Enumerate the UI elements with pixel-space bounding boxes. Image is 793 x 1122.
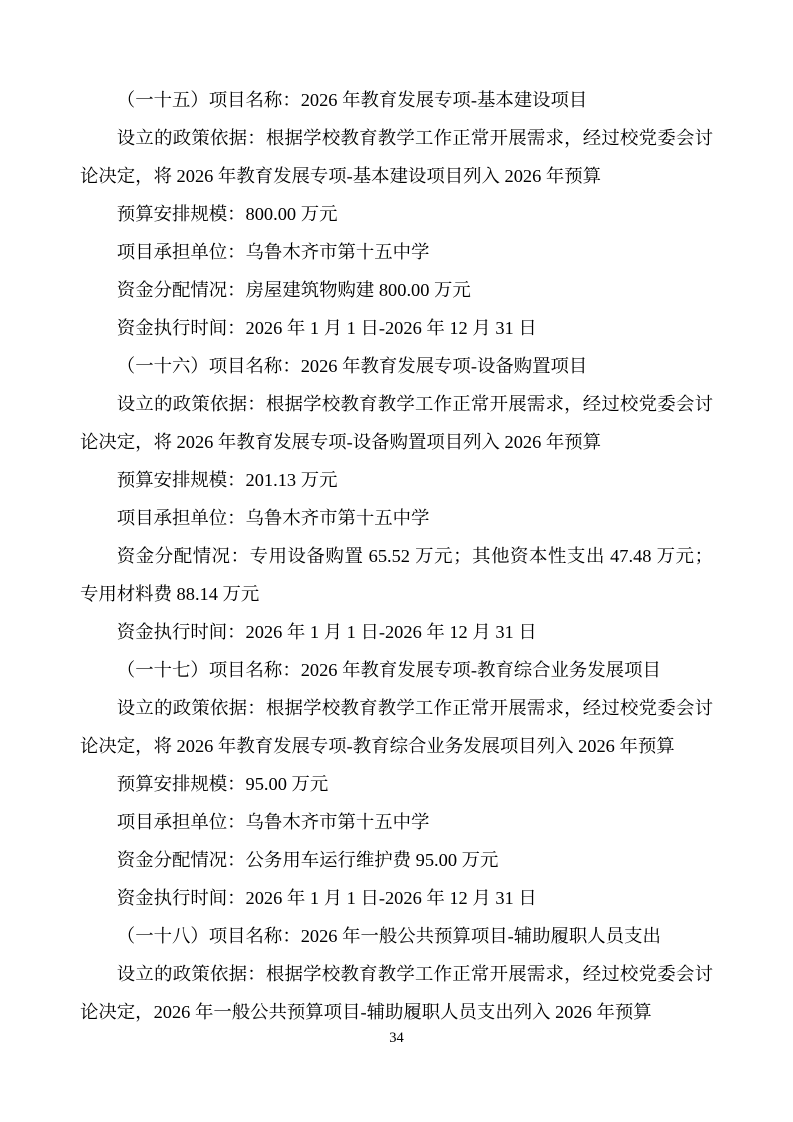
page-number: 34 xyxy=(389,1030,404,1046)
paragraph-project15-name: （一十五）项目名称：2026 年教育发展专项-基本建设项目 xyxy=(116,90,588,110)
paragraph-project17-fund-allocation: 资金分配情况：公务用车运行维护费 95.00 万元 xyxy=(116,850,499,870)
paragraph-project15-fund-allocation: 资金分配情况：房屋建筑物购建 800.00 万元 xyxy=(116,280,471,300)
paragraph-project16-undertaking-unit: 项目承担单位：乌鲁木齐市第十五中学 xyxy=(116,508,430,528)
paragraph-project18-name: （一十八）项目名称：2026 年一般公共预算项目-辅助履职人员支出 xyxy=(116,926,661,946)
paragraph-project17-execution-period: 资金执行时间：2026 年 1 月 1 日-2026 年 12 月 31 日 xyxy=(116,888,537,908)
paragraph-project16-policy-basis: 设立的政策依据：根据学校教育教学工作正常开展需求，经过校党委会讨论决定，将 2026 年教育发展专项-设备购置项目列入 2026 年预算 xyxy=(80,394,713,452)
paragraph-project15-budget-scale: 预算安排规模：800.00 万元 xyxy=(116,204,338,224)
paragraph-project16-name: （一十六）项目名称：2026 年教育发展专项-设备购置项目 xyxy=(116,356,588,376)
paragraph-project17-name: （一十七）项目名称：2026 年教育发展专项-教育综合业务发展项目 xyxy=(116,660,661,680)
paragraph-project17-undertaking-unit: 项目承担单位：乌鲁木齐市第十五中学 xyxy=(116,812,430,832)
paragraph-project16-budget-scale: 预算安排规模：201.13 万元 xyxy=(116,470,338,490)
paragraph-project17-policy-basis: 设立的政策依据：根据学校教育教学工作正常开展需求，经过校党委会讨论决定，将 2026 年教育发展专项-教育综合业务发展项目列入 2026 年预算 xyxy=(80,698,713,756)
paragraph-project16-fund-allocation: 资金分配情况：专用设备购置 65.52 万元；其他资本性支出 47.48 万元；专用材料费 88.14 万元 xyxy=(80,546,713,604)
document-body xyxy=(80,81,713,1031)
paragraph-project15-undertaking-unit: 项目承担单位：乌鲁木齐市第十五中学 xyxy=(116,242,430,262)
paragraph-project18-policy-basis: 设立的政策依据：根据学校教育教学工作正常开展需求，经过校党委会讨论决定，2026 年一般公共预算项目-辅助履职人员支出列入 2026 年预算 xyxy=(80,964,713,1022)
paragraph-project15-execution-period: 资金执行时间：2026 年 1 月 1 日-2026 年 12 月 31 日 xyxy=(116,318,537,338)
paragraph-project17-budget-scale: 预算安排规模：95.00 万元 xyxy=(116,774,329,794)
paragraph-project16-execution-period: 资金执行时间：2026 年 1 月 1 日-2026 年 12 月 31 日 xyxy=(116,622,537,642)
paragraph-project15-policy-basis: 设立的政策依据：根据学校教育教学工作正常开展需求，经过校党委会讨论决定，将 2026 年教育发展专项-基本建设项目列入 2026 年预算 xyxy=(80,128,713,186)
